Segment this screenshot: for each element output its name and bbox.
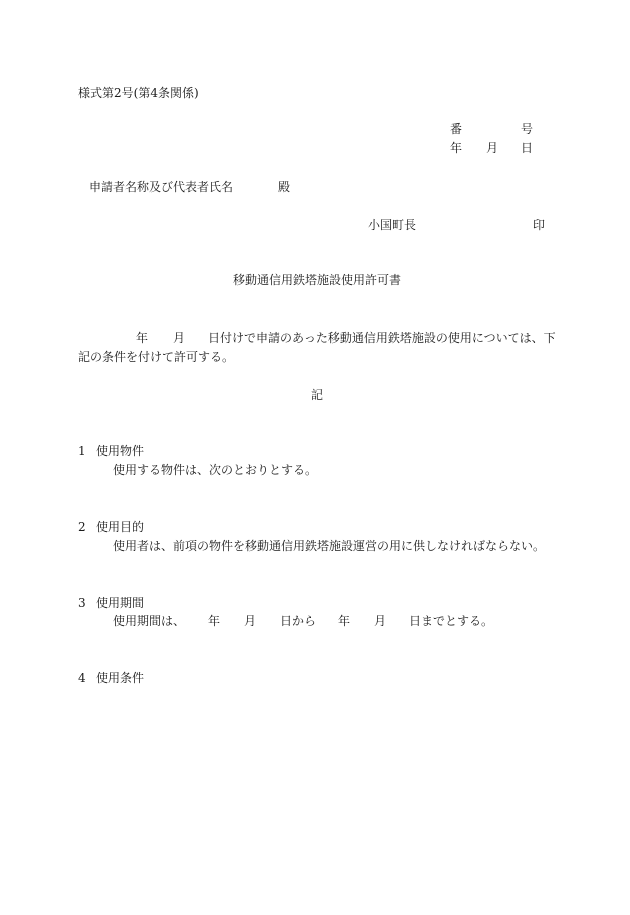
section-2-number: 2 <box>78 520 86 534</box>
date-year: 年 <box>450 141 463 155</box>
section-1-number: 1 <box>78 444 86 458</box>
section-1-heading: 使用物件 <box>96 444 145 458</box>
document-number-suffix: 号 <box>521 122 534 136</box>
section-3-number: 3 <box>78 596 86 610</box>
issuer-title: 小国町長 <box>368 218 417 232</box>
addressee-name-label: 申請者名称及び代表者氏名 <box>89 180 234 194</box>
section-1-text: 使用する物件は、次のとおりとする。 <box>113 463 318 477</box>
body-year: 年 <box>136 331 149 345</box>
section-4-heading: 使用条件 <box>96 671 145 685</box>
section-3-year-1: 年 <box>208 614 221 628</box>
ki-heading: 記 <box>311 388 324 402</box>
section-3-day-1: 日から <box>280 614 317 628</box>
date-day: 日 <box>521 141 534 155</box>
form-number-label: 様式第2号(第4条関係) <box>78 86 199 100</box>
document-title: 移動通信用鉄塔施設使用許可書 <box>233 273 402 287</box>
section-3-day-2: 日までとする。 <box>409 614 494 628</box>
addressee-honorific: 殿 <box>278 180 291 194</box>
date-month: 月 <box>486 141 499 155</box>
body-text-line2: 記の条件を付けて許可する。 <box>78 350 235 364</box>
section-3-text-start: 使用期間は、 <box>113 614 186 628</box>
body-month: 月 <box>173 331 186 345</box>
seal-mark: 印 <box>533 218 546 232</box>
section-3-heading: 使用期間 <box>96 596 145 610</box>
section-2-text: 使用者は、前項の物件を移動通信用鉄塔施設運営の用に供しなければならない。 <box>113 539 546 553</box>
section-2-heading: 使用目的 <box>96 520 145 534</box>
section-3-year-2: 年 <box>338 614 351 628</box>
section-4-number: 4 <box>78 671 86 685</box>
section-3-month-2: 月 <box>374 614 387 628</box>
section-3-month-1: 月 <box>244 614 257 628</box>
document-number-label: 番 <box>450 122 463 136</box>
body-text-line1: 日付けで申請のあった移動通信用鉄塔施設の使用については、下 <box>208 331 556 345</box>
